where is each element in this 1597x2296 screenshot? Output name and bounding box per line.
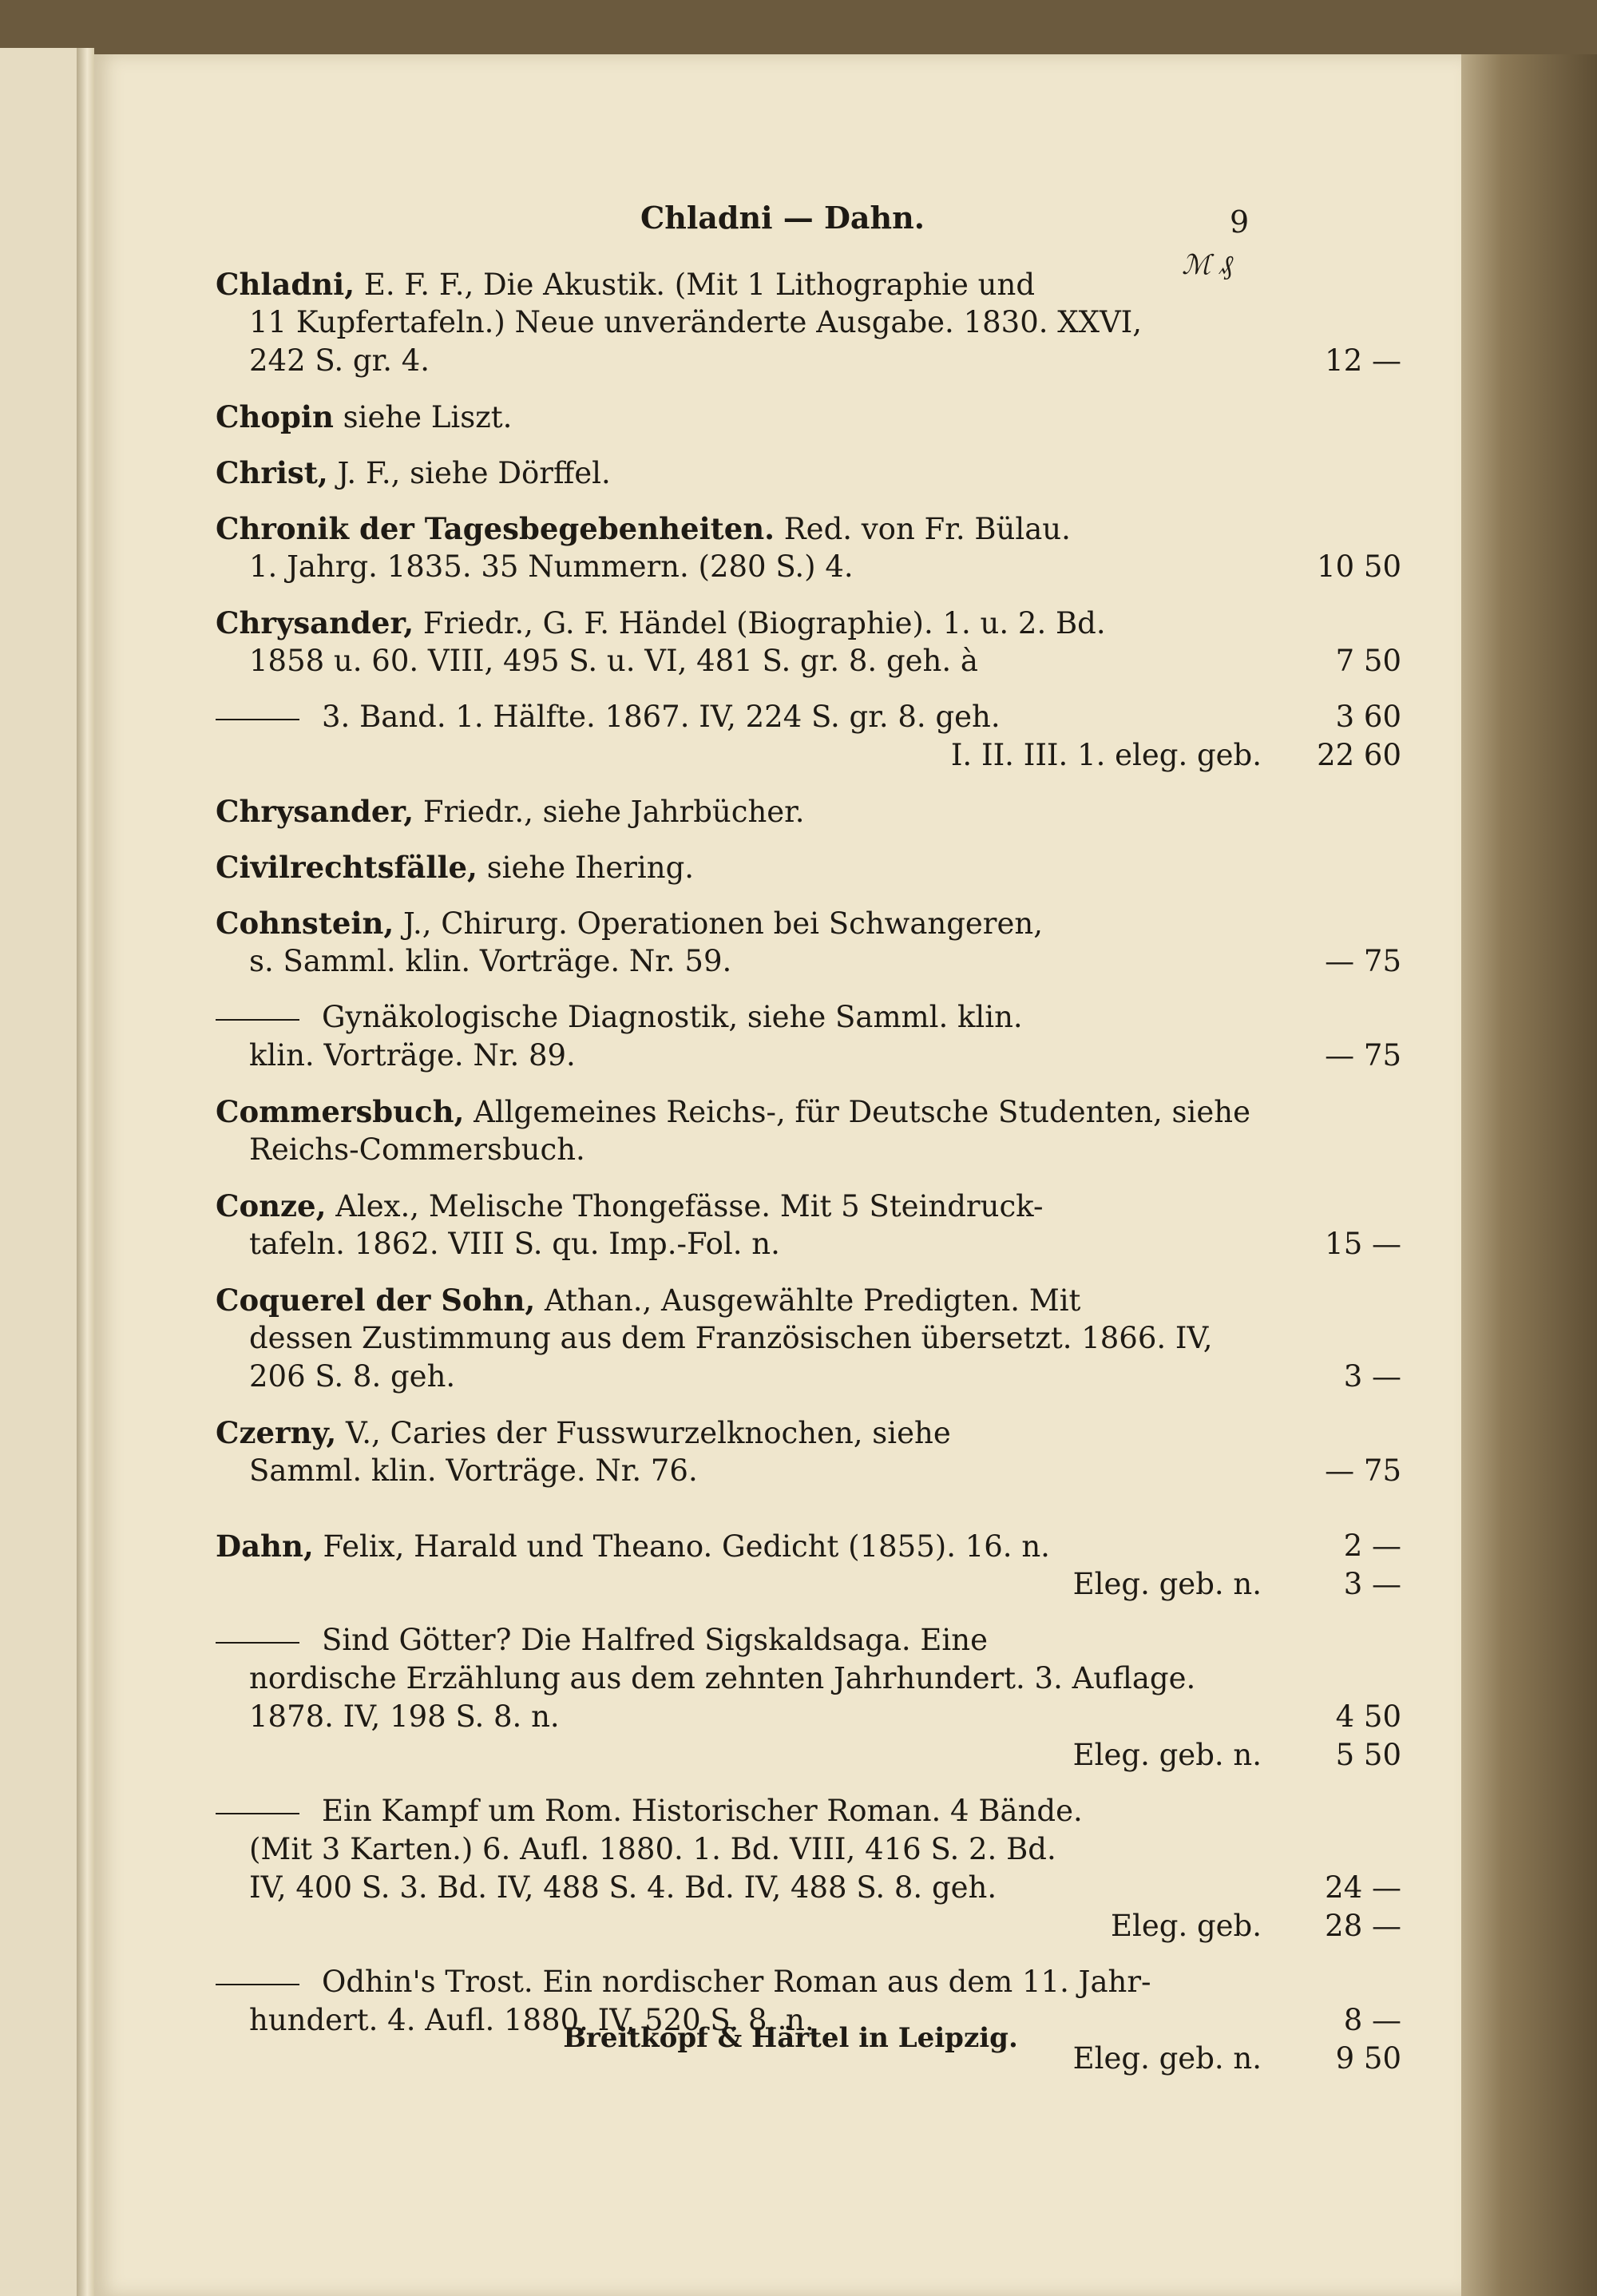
entry-line — [216, 265, 1262, 303]
edition-note: Eleg. geb. n. — [1072, 2041, 1262, 2076]
entry-line — [216, 454, 1262, 492]
entry-text: Gynäkologische Diagnostik, siehe Samml. klin. — [322, 1000, 1023, 1034]
entry-line — [216, 848, 1262, 886]
catalog-entry — [216, 1281, 1401, 1396]
ditto-dash — [216, 1813, 299, 1814]
catalog-entry — [216, 1621, 1401, 1775]
entry-line — [216, 1527, 1401, 1565]
entry-text: 11 Kupfertafeln.) Neue unveränderte Ausgabe. 1830. XXVI, — [249, 305, 1143, 339]
entry-line — [216, 1131, 1262, 1169]
catalog-entry — [216, 1414, 1401, 1490]
entry-price: 24 — — [1325, 1870, 1401, 1905]
entry-line — [216, 1736, 1401, 1775]
entry-line — [216, 1187, 1262, 1225]
running-header: Chladni — Dahn. — [640, 200, 925, 236]
entry-text: Alex., Melische Thongefässe. Mit 5 Steindruck- — [326, 1189, 1044, 1223]
entry-text: E. F. F., Die Akustik. (Mit 1 Lithographie und — [355, 268, 1036, 302]
book-cover-edge — [1461, 54, 1597, 2296]
entry-text: Sind Götter? Die Halfred Sigskaldsaga. Eine — [322, 1623, 988, 1657]
catalog-entry — [216, 998, 1401, 1075]
entry-text: Reichs-Commersbuch. — [249, 1132, 585, 1167]
entry-text: 242 S. gr. 4. — [249, 343, 430, 378]
entry-text: V., Caries der Fusswurzelknochen, siehe — [336, 1416, 951, 1450]
entry-price: 3 — — [1343, 1359, 1401, 1394]
catalog-entry — [216, 904, 1401, 981]
entry-text: J., Chirurg. Operationen bei Schwangeren, — [394, 906, 1043, 941]
entry-line — [216, 642, 1401, 680]
entry-line — [216, 342, 1401, 380]
entry-line — [216, 698, 1401, 736]
entry-text: Friedr., G. F. Händel (Biographie). 1. u. 2. Bd. — [414, 606, 1106, 640]
entry-price: 8 — — [1343, 2003, 1401, 2037]
entry-price: 2 — — [1343, 1529, 1401, 1563]
entry-line — [216, 1358, 1401, 1396]
entry-headword: Dahn, — [216, 1529, 314, 1564]
catalog-entry — [216, 398, 1262, 436]
entry-line — [216, 1792, 1262, 1830]
entry-line — [216, 904, 1262, 942]
ditto-dash — [216, 719, 299, 720]
entry-line — [216, 1869, 1401, 1907]
ditto-dash — [216, 1984, 299, 1985]
entry-text: klin. Vorträge. Nr. 89. — [249, 1038, 576, 1073]
entry-headword: Coquerel der Sohn, — [216, 1283, 536, 1318]
entry-headword: Commersbuch, — [216, 1094, 465, 1129]
entry-price: 3 — — [1343, 1567, 1401, 1601]
catalog-entry — [216, 1187, 1401, 1263]
entry-line — [216, 1660, 1262, 1698]
entry-text: Ein Kampf um Rom. Historischer Roman. 4 Bände. — [322, 1794, 1083, 1828]
catalog-entry — [216, 792, 1262, 831]
entry-headword: Czerny, — [216, 1415, 337, 1450]
entry-text: siehe Ihering. — [477, 851, 695, 885]
entry-line — [216, 1092, 1262, 1131]
entry-headword: Chrysander, — [216, 794, 414, 829]
entry-text: Felix, Harald und Theano. Gedicht (1855). 16. n. — [313, 1529, 1050, 1564]
catalog-entries — [216, 265, 1401, 2096]
ditto-dash — [216, 1642, 299, 1644]
entry-text: dessen Zustimmung aus dem Französischen übersetzt. 1866. IV, — [249, 1321, 1213, 1355]
catalog-entry — [216, 1792, 1401, 1945]
entry-price: 22 60 — [1317, 738, 1401, 772]
entry-line — [216, 398, 1262, 436]
entry-line — [216, 604, 1262, 642]
entry-line — [216, 303, 1262, 342]
entry-text: Samml. klin. Vorträge. Nr. 76. — [249, 1453, 698, 1488]
entry-text: siehe Liszt. — [333, 400, 513, 434]
entry-headword: Christ, — [216, 455, 328, 490]
edition-note: Eleg. geb. n. — [1072, 1738, 1262, 1772]
catalog-entry — [216, 265, 1401, 380]
currency-column-marks: ℳ ₰ — [1182, 249, 1234, 281]
entry-line — [216, 1281, 1262, 1319]
entry-price: 9 50 — [1335, 2041, 1401, 2076]
entry-headword: Chronik der Tagesbegebenheiten. — [216, 511, 775, 546]
entry-line — [216, 1963, 1262, 2001]
edition-note: I. II. III. 1. eleg. geb. — [950, 738, 1262, 772]
entry-line — [216, 1698, 1401, 1736]
entry-text: Friedr., siehe Jahrbücher. — [414, 795, 805, 829]
entry-price: 28 — — [1325, 1909, 1401, 1943]
entry-text: Odhin's Trost. Ein nordischer Roman aus dem 11. Jahr- — [322, 1965, 1151, 1999]
catalog-entry — [216, 1963, 1401, 2078]
entry-text: IV, 400 S. 3. Bd. IV, 488 S. 4. Bd. IV, 488 S. 8. geh. — [249, 1870, 997, 1905]
catalog-entry — [216, 848, 1262, 886]
entry-text: 3. Band. 1. Hälfte. 1867. IV, 224 S. gr. 8. geh. — [322, 700, 1001, 734]
entry-headword: Chopin — [216, 399, 334, 434]
entry-text: tafeln. 1862. VIII S. qu. Imp.-Fol. n. — [249, 1227, 780, 1261]
entry-line — [216, 1565, 1401, 1604]
entry-line — [216, 1037, 1401, 1075]
entry-line — [216, 736, 1401, 775]
entry-price: — 75 — [1325, 1038, 1401, 1073]
entry-line — [216, 548, 1401, 586]
entry-text: 1858 u. 60. VIII, 495 S. u. VI, 481 S. gr. 8. geh. à — [249, 644, 978, 678]
entry-text: 1878. IV, 198 S. 8. n. — [249, 1699, 560, 1734]
entry-text: Athan., Ausgewählte Predigten. Mit — [535, 1283, 1081, 1318]
entry-headword: Chladni, — [216, 267, 355, 302]
entry-text: (Mit 3 Karten.) 6. Aufl. 1880. 1. Bd. VIII, 416 S. 2. Bd. — [249, 1832, 1056, 1866]
entry-text: Red. von Fr. Bülau. — [775, 512, 1071, 546]
entry-line — [216, 1414, 1262, 1452]
page-number: 9 — [1230, 204, 1250, 240]
entry-price: 4 50 — [1335, 1699, 1401, 1734]
entry-text: 206 S. 8. geh. — [249, 1359, 456, 1394]
edition-note: Eleg. geb. n. — [1072, 1567, 1262, 1601]
entry-price: 15 — — [1325, 1227, 1401, 1261]
entry-text: J. F., siehe Dörffel. — [327, 456, 611, 490]
entry-line — [216, 998, 1262, 1037]
entry-line — [216, 1830, 1262, 1869]
catalog-entry — [216, 698, 1401, 775]
edition-note: Eleg. geb. — [1111, 1909, 1262, 1943]
entry-headword: Cohnstein, — [216, 906, 394, 941]
entry-text: hundert. 4. Aufl. 1880. IV, 520 S. 8. n. — [249, 2003, 814, 2037]
entry-line — [216, 942, 1401, 981]
entry-line — [216, 1319, 1262, 1358]
entry-price: — 75 — [1325, 944, 1401, 978]
catalog-entry — [216, 1527, 1401, 1604]
catalog-entry — [216, 1092, 1262, 1169]
entry-text: Allgemeines Reichs-, für Deutsche Studenten, siehe — [464, 1095, 1250, 1129]
entry-price: 7 50 — [1335, 644, 1401, 678]
entry-text: 1. Jahrg. 1835. 35 Nummern. (280 S.) 4. — [249, 549, 854, 584]
entry-line — [216, 1225, 1401, 1263]
entry-price: — 75 — [1325, 1453, 1401, 1488]
entry-line — [216, 1452, 1401, 1490]
facing-page-edge — [0, 48, 86, 2296]
entry-line — [216, 1907, 1401, 1945]
ditto-dash — [216, 1019, 299, 1021]
publisher-footer: Breitkopf & Härtel in Leipzig. — [563, 2022, 1018, 2054]
entry-price: 12 — — [1325, 343, 1401, 378]
entry-headword: Chrysander, — [216, 605, 414, 640]
catalog-entry — [216, 510, 1401, 586]
book-spine — [77, 48, 94, 2296]
entry-headword: Conze, — [216, 1188, 327, 1223]
entry-text: nordische Erzählung aus dem zehnten Jahrhundert. 3. Auflage. — [249, 1661, 1196, 1695]
entry-price: 10 50 — [1317, 549, 1401, 584]
entry-line — [216, 510, 1262, 548]
catalog-entry — [216, 604, 1401, 680]
entry-price: 5 50 — [1335, 1738, 1401, 1772]
catalog-entry — [216, 454, 1262, 492]
entry-line — [216, 1621, 1262, 1660]
entry-line — [216, 792, 1262, 831]
entry-headword: Civilrechtsfälle, — [216, 850, 478, 885]
entry-price: 3 60 — [1335, 700, 1401, 734]
entry-text: s. Samml. klin. Vorträge. Nr. 59. — [249, 944, 732, 978]
